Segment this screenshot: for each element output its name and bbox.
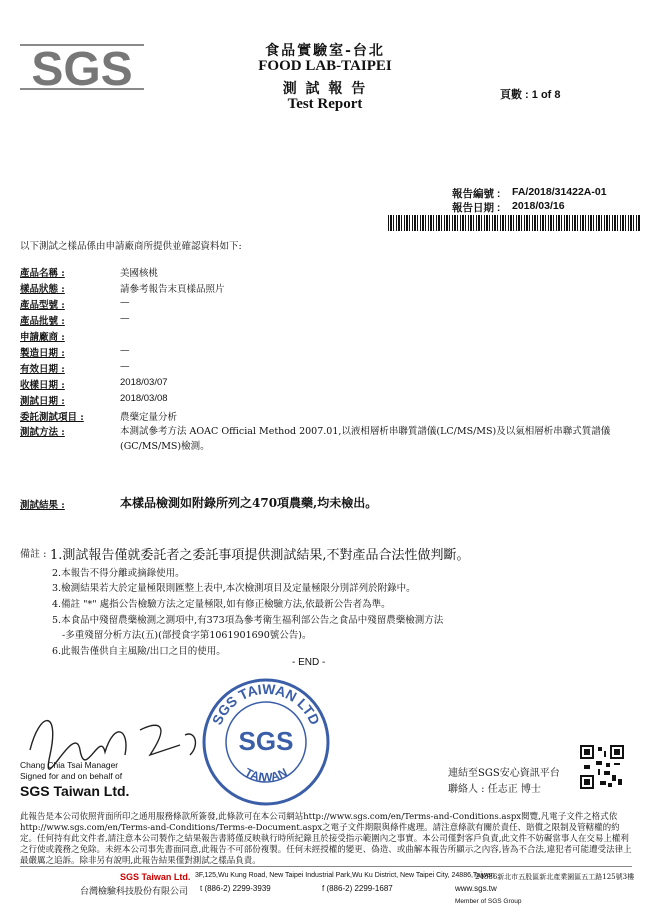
qr-code-icon xyxy=(580,745,624,789)
field-label: 產品批號 : xyxy=(20,316,65,327)
footer-company-en: SGS Taiwan Ltd. xyxy=(120,872,191,882)
footer-address-zh: 24886新北市五股區新北產業園區五工路125號3樓 xyxy=(475,873,635,881)
signer-name: Chang Chia Tsai Manager xyxy=(20,760,119,770)
intro-text: 以下測試之樣品係由申請廠商所提供並確認資料如下: xyxy=(20,241,242,252)
note-item: 1.測試報告僅就委託者之委託事項提供測試結果,不對產品合法性做判斷。 xyxy=(50,548,470,563)
contact-platform: 連結至SGS安心資訊平台 xyxy=(448,768,560,779)
svg-text:SGS TAIWAN LTD: SGS TAIWAN LTD xyxy=(208,680,324,728)
field-value: 農藥定量分析 xyxy=(120,412,178,423)
footer-tel: t (886-2) 2299-3939 xyxy=(200,884,271,893)
field-label: 產品型號 : xyxy=(20,300,65,311)
method-text: 本測試參考方法 AOAC Official Method 2007.01,以液相層析串聯質譜儀(LC/MS/MS)及以氣相層析串聯式質譜儀(GC/MS/MS)檢測。 xyxy=(120,426,611,452)
field-label: 申請廠商 : xyxy=(20,332,65,343)
sgs-logo xyxy=(20,40,144,94)
report-title-en: Test Report xyxy=(287,96,363,112)
note-item: -多重殘留分析方法(五)(部授食字第1061901690號公告)。 xyxy=(62,630,312,641)
field-label: 收樣日期 : xyxy=(20,380,65,391)
field-value: — xyxy=(120,361,130,372)
report-number: FA/2018/31422A-01 xyxy=(512,186,607,198)
disclaimer-text: 此報告是本公司依照背面所印之通用服務條款所簽發,此條款可在本公司網站http://www.sgs.com/en/Terms-and-Conditions.aspx閱覽,凡電子文件之格式依http://www.sgs.com/en/Terms-and-Conditions/Terms-e-Document.aspx之電子文件期限與條件處理。請注意條款有關於責任、賠償之限制及管轄權的約定。任何持有此文件者,請注意本公司製作之結果報告書將僅反映執行時所紀錄且於接受指示範圍內之事實。本公司僅對客戶負責,此文件不妨礙當事人在交易上權利之行使或義務之免除。未經本公司事先書面同意,此報告不可部份複製。任何未經授權的變更、偽造、或曲解本報告所顯示之內容,皆為不合法,違犯者可能遭受法律上最嚴厲之追訴。除非另有說明,此報告結果僅對測試之樣品負責。 xyxy=(20,812,632,866)
svg-text:TAIWAN: TAIWAN xyxy=(242,765,290,785)
footer-web[interactable]: www.sgs.tw xyxy=(455,884,497,893)
signer-company: SGS Taiwan Ltd. xyxy=(20,783,130,799)
signed-on-behalf: Signed for and on behalf of xyxy=(20,771,123,781)
notes-prefix: 備註 : xyxy=(20,549,47,560)
report-date: 2018/03/16 xyxy=(512,200,565,212)
field-label: 委託測試項目 : xyxy=(20,412,84,423)
lab-name-en: FOOD LAB-TAIPEI xyxy=(258,58,392,74)
field-label: 製造日期 : xyxy=(20,348,65,359)
field-value: 美國核桃 xyxy=(120,268,159,279)
field-label: 樣品狀態 : xyxy=(20,284,65,295)
field-value: — xyxy=(120,345,130,356)
footer-address-en: 3F,125,Wu Kung Road, New Taipei Industrial Park,Wu Ku District, New Taipei City, 24886,Taiwan xyxy=(195,872,495,879)
result-text: 本樣品檢測如附錄所列之470項農藥,均未檢出。 xyxy=(120,496,378,510)
report-number-label: 報告編號 : xyxy=(452,188,501,200)
svg-text:SGS: SGS xyxy=(238,726,294,756)
footer-member: Member of SGS Group xyxy=(455,898,522,905)
footer-divider xyxy=(20,866,632,867)
lab-name-zh: 食品實驗室-台北 xyxy=(265,43,385,59)
footer-company-zh: 台灣檢驗科技股份有限公司 xyxy=(80,887,189,897)
method-label: 測試方法 : xyxy=(20,427,65,438)
logo-text: SGS xyxy=(31,43,133,94)
company-stamp xyxy=(200,676,332,808)
result-label: 測試結果 : xyxy=(20,500,65,511)
contact-person: 聯絡人 : 任志正 博士 xyxy=(448,784,541,795)
report-title-zh: 測 試 報 告 xyxy=(282,81,368,97)
end-marker: - END - xyxy=(292,657,326,668)
field-value: 2018/03/08 xyxy=(120,393,168,404)
field-value: — xyxy=(120,297,130,308)
field-value: — xyxy=(120,313,130,324)
note-item: 4.備註 "*" 處指公告檢驗方法之定量極限,如有修正檢驗方法,依最新公告者為準。 xyxy=(52,599,391,610)
page-number: 頁數 : 1 of 8 xyxy=(500,89,561,101)
field-value: 2018/03/07 xyxy=(120,377,168,388)
field-label: 產品名稱 : xyxy=(20,268,65,279)
field-value: 請參考報告末頁樣品照片 xyxy=(120,284,225,295)
footer-fax: f (886-2) 2299-1687 xyxy=(322,884,393,893)
report-date-label: 報告日期 : xyxy=(452,202,501,214)
note-item: 6.此報告僅供自主風險/出口之目的使用。 xyxy=(52,646,226,657)
note-item: 3.檢測結果若大於定量極限則匯整上表中,本次檢測項目及定量極限分別詳列於附錄中。 xyxy=(52,583,416,594)
note-item: 2.本報告不得分離或摘錄使用。 xyxy=(52,568,185,579)
field-label: 測試日期 : xyxy=(20,396,65,407)
barcode xyxy=(388,215,640,231)
field-label: 有效日期 : xyxy=(20,364,65,375)
note-item: 5.本食品中殘留農藥檢測之測項中,有373項為參考衛生福利部公告之食品中殘留農藥檢測方法 xyxy=(52,615,444,626)
